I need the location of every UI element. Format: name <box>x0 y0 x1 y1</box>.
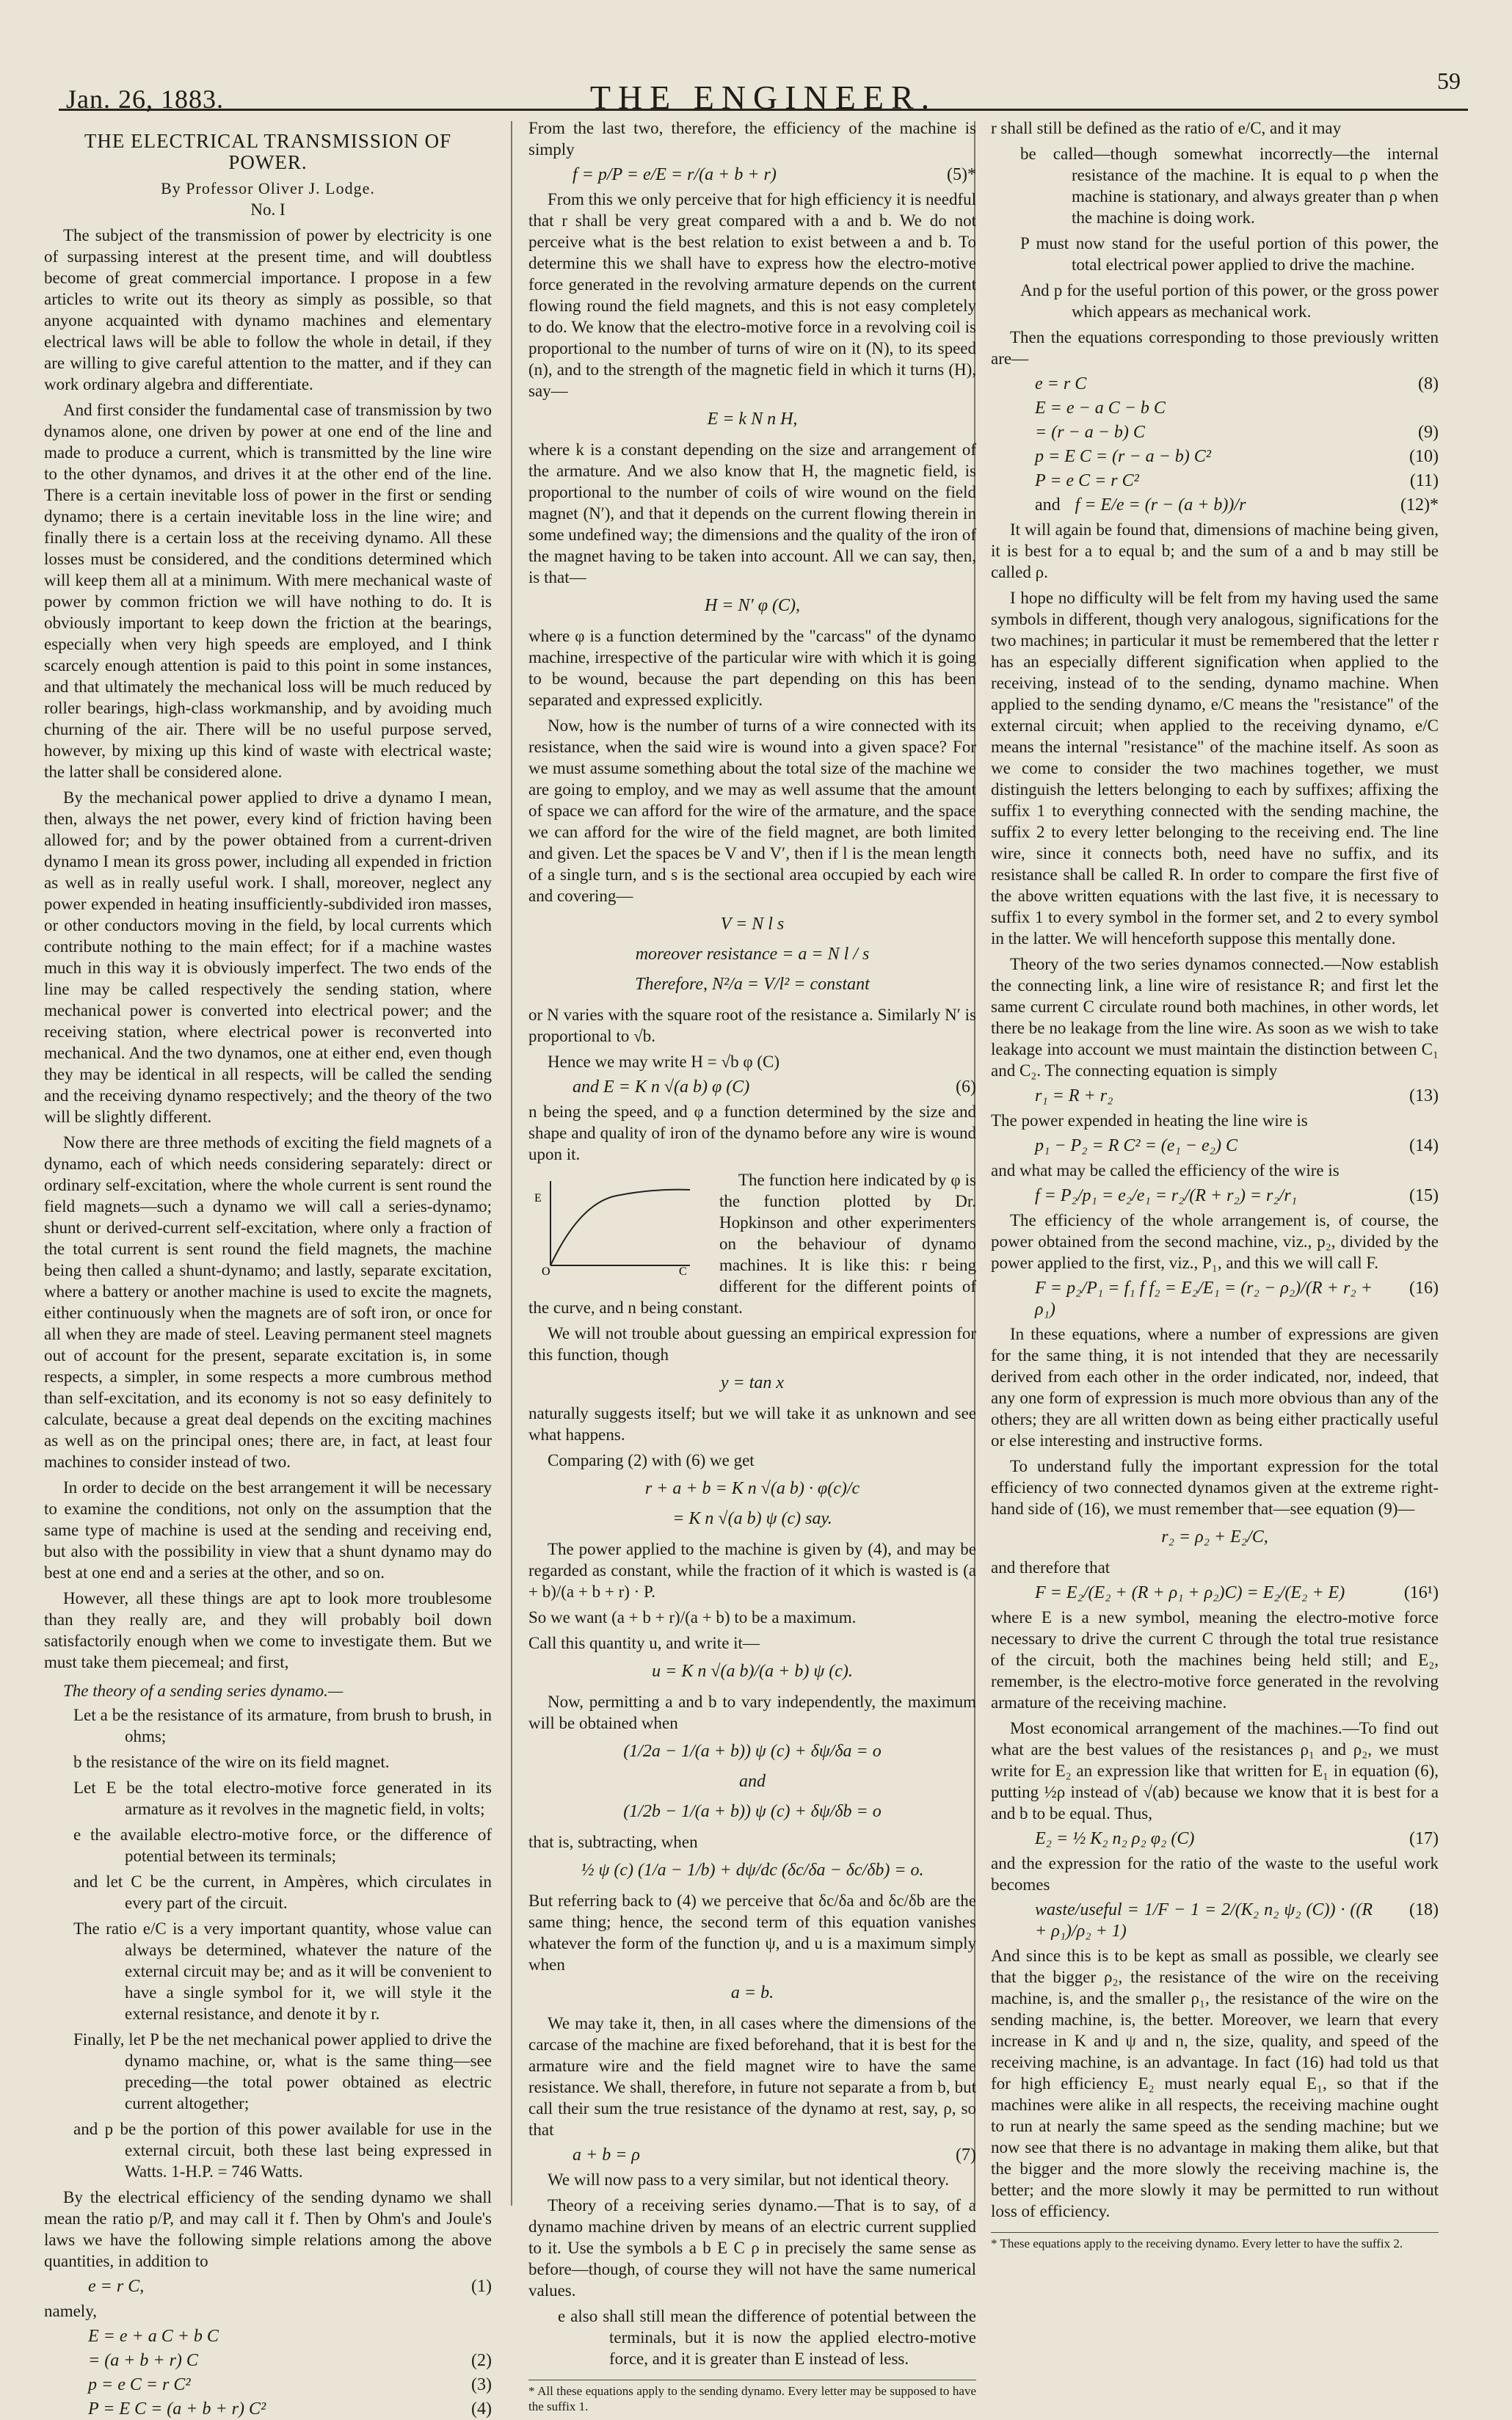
paragraph: The efficiency of the whole arrangement is, of course, the power obtained from the second machine, viz., p₂, divided by the power applied to the first, viz., P₁, and this we will call F. <box>991 1211 1439 1272</box>
paragraph: From the last two, therefore, the efficiency of the machine is simply <box>528 119 976 159</box>
paragraph: Most economical arrangement of the machines.—To find out what are the best values of the resistances ρ₁ and ρ₂, we must write for E₂ an expression like that written for E₁ in equation (6), putting ½ρ instead of √(ab) because we know that it is best for a and b to be equal. Thus, <box>991 1719 1439 1823</box>
fig-label-o: O <box>542 1265 550 1278</box>
paragraph: and therefore that <box>991 1558 1111 1577</box>
paragraph: Then the equations corresponding to those previously written are— <box>991 328 1439 368</box>
article-byline: By Professor Oliver J. Lodge. <box>161 179 375 197</box>
paragraph: The function here indicated by φ is the function plotted by Dr. Hopkinson and other experimenters on the behaviour of dynamo machines. It is like this: r being different for the different points of the curve, and n being constant. <box>528 1171 976 1317</box>
paragraph: where k is a constant depending on the size and arrangement of the armature. And we also know that H, the magnetic field, is proportional to the number of coils of wire wound on the field magnet (N′), and that it depends on the current flowing therein in some undefined way; the dimensions and the quality of the iron of the magnet having to be taken into account. All we can say, then, is that— <box>528 440 977 586</box>
equation: F = p₂/P₁ = f₁ f f₂ = E₂/E₁ = (r₂ − ρ₂)/(R + r₂ + ρ₁) (16) <box>1035 1279 1439 1319</box>
equation: a = b. <box>730 1983 774 2002</box>
definition: and p be the portion of this power available for use in the external circuit, both these last being expressed in Watts. 1-H.P. = 746 Watts. <box>73 2120 492 2181</box>
equation: and E = K n √(a b) φ (C) (6) <box>573 1078 976 1097</box>
paragraph: where E is a new symbol, meaning the electro-motive force necessary to drive the current C through the total true resistance of the circuit, both the machines being held still; and E₂, remember, is the electro-motive force generated in the revolving armature of the receiving machine. <box>991 1608 1439 1712</box>
definition: And p for the useful portion of this power, or the gross power which appears as mechanical work. <box>1020 281 1439 321</box>
article-title: THE ELECTRICAL TRANSMISSION OF POWER. <box>84 130 452 173</box>
paragraph: The power applied to the machine is given by (4), and may be regarded as constant, while the fraction of it which is wasted is (a + b)/(a + b + r) · P. <box>528 1540 976 1601</box>
equation: = (a + b + r) C (2) <box>88 2351 492 2370</box>
column-3 <box>991 117 1439 2250</box>
equation: f = p/P = e/E = r/(a + b + r) (5)* <box>573 165 976 184</box>
curve-diagram <box>528 1174 705 1276</box>
equation: F = E₂/(E₂ + (R + ρ₁ + ρ₂)C) = E₂/(E₂ + E) (16¹) <box>1035 1583 1439 1602</box>
paragraph: In order to decide on the best arrangement it will be necessary to examine the conditions, not only on the assumption that the same type of machine is used at the sending and receiving end, but also with the possibility in view that a shunt dynamo may do best at one end and a series at the other, and so on. <box>44 1478 492 1582</box>
paragraph: where φ is a function determined by the "carcass" of the dynamo machine, irrespective of the particular wire with which it is going to be wound, because the part depending on this has been separated and expressed explicitly. <box>528 627 976 709</box>
paragraph: In these equations, where a number of expressions are given for the same thing, it is not intended that they are necessarily derived from each other in the order indicated, nor, indeed, that any one form of expression is much more obvious than any of the others; they are all written down as being either practically useful or else interesting and instructive forms. <box>991 1325 1439 1450</box>
paragraph: However, all these things are apt to look more troublesome than they really are, and they will probably boil down satisfactorily enough when we come to investigate them. But we must take them piecemeal; and first, <box>44 1589 492 1671</box>
equation: (1/2a − 1/(a + b)) ψ (c) + δψ/δa = o <box>623 1742 882 1761</box>
definition: be called—though somewhat incorrectly—the internal resistance of the machine. It is equal to ρ when the machine is stationary, and always greater than ρ when the machine is doing work. <box>1020 145 1439 227</box>
definition: The ratio e/C is a very important quantity, whose value can always be determined, whatever the nature of the external circuit may be; and as it will be convenient to have a single symbol for it, we will style it the external resistance, and denote it by r. <box>73 1919 492 2023</box>
definition: Finally, let P be the net mechanical power applied to drive the dynamo machine, or, what is the same thing—see preceding—the total power obtained as electric current altogether; <box>73 2030 492 2112</box>
paragraph: We may take it, then, in all cases where the dimensions of the carcase of the machine are fixed beforehand, that it is best for the armature wire and the field magnet wire to have the same resistance. We shall, therefore, in future not separate a from b, but call their sum the true resistance of the dynamo at rest, say, ρ, so that <box>528 2014 976 2139</box>
paragraph: Now there are three methods of exciting the field magnets of a dynamo, each of which needs considering separately: direct or ordinary self-excitation, where the whole current is sent round the field magnets—such a dynamo we will call a series-dynamo; shunt or derived-current self-excitation, where only a fraction of the total current is sent round the field magnets, the machine being then called a shunt-dynamo; and lastly, separate excitation, where a battery or another machine is used to excite the magnets, either continuously when the magnets are of soft iron, or once for all when they are made of steel. Leaving permanent steel magnets out of account for the present, separate excitation is, in some respects, a simpler, in some respects a more cumbrous method than self-excitation, and its economy is not so easy definitely to calculate, because a great deal depends on the exciting machines as well as on the principal ones; there are, in fact, at least four machines to consider instead of two. <box>44 1133 492 1471</box>
page-number: 59 <box>1437 68 1461 94</box>
equation: u = K n √(a b)/(a + b) ψ (c). <box>652 1662 853 1681</box>
equation: f = P₂/p₁ = e₂/e₁ = r₂/(R + r₂) = r₂/r₁ (15) <box>1035 1186 1439 1205</box>
equation: p₁ − P₂ = R C² = (e₁ − e₂) C (14) <box>1035 1136 1439 1155</box>
paragraph: It will again be found that, dimensions of machine being given, it is best for a to equal b; and the sum of a and b may still be called ρ. <box>991 520 1439 581</box>
page-header <box>59 65 1468 116</box>
equation: (1/2b − 1/(a + b)) ψ (c) + δψ/δb = o <box>623 1802 882 1821</box>
paragraph: and the expression for the ratio of the waste to the useful work becomes <box>991 1854 1439 1894</box>
paragraph: I hope no difficulty will be felt from my having used the same symbols in different, though very analogous, significations for the two machines; in particular it must be remembered that the letter r has an especially different signification when applied to the receiving, instead of to the sending, dynamo machine. When applied to the sending dynamo, e/C means the "resistance" of the external circuit; when applied to the receiving dynamo, e/C means the internal "resistance" of the machine itself. As soon as we come to consider the two machines together, we must distinguish the letters belonging to each by suffixes; affixing the suffix 1 to everything connected with the sending machine, the suffix 2 to every letter belonging to the receiving end. The line wire, since it connects both, need have no suffix, and its resistance shall be called R. In order to compare the first five of the above written equations with the last five, it is necessary to suffix 1 to every symbol in the former set, and 2 to every symbol in the latter. We will henceforth suppose this mentally done. <box>991 589 1439 948</box>
issue-date: Jan. 26, 1883. <box>66 84 224 114</box>
equation: y = tan x <box>720 1373 785 1392</box>
paragraph: Now, how is the number of turns of a wire connected with its resistance, when the said wire is wound into a given space? For we must assume something about the total size of the machine we are going to employ, and we may as well assume that the amount of space we can afford for the wire of the armature, and the space we can afford for the wire of the field magnet, are both limited and given. Let the spaces be V and V′, then if l is the mean length of a single turn, and s is the sectional area occupied by each wire and covering— <box>528 716 976 905</box>
equation: Therefore, N²/a = V/l² = constant <box>635 975 870 994</box>
column-1 <box>44 117 492 2419</box>
paragraph: Theory of the two series dynamos connected.—Now establish the connecting link, a line wire of resistance R; and first let the same current C circulate round both machines, in other words, let there be no leakage from the line wire. As soon as we wish to take leakage into account we must maintain the distinction between C₁ and C₂. The connecting equation is simply <box>991 955 1439 1080</box>
paragraph: Call this quantity u, and write it— <box>528 1634 760 1652</box>
equation: E = e − a C − b C <box>1035 399 1166 418</box>
equation: H = N′ φ (C), <box>704 596 801 615</box>
equation: r + a + b = K n √(a b) · φ(c)/c <box>644 1479 860 1498</box>
paragraph: r shall still be defined as the ratio of e/C, and it may <box>991 119 1342 137</box>
phi-curve <box>550 1190 690 1265</box>
paragraph: The power expended in heating the line wire is <box>991 1111 1308 1130</box>
paragraph: Comparing (2) with (6) we get <box>548 1451 755 1469</box>
fig-label-e: E <box>534 1192 542 1204</box>
masthead: THE ENGINEER. <box>589 79 937 116</box>
equation: V = N l s <box>720 915 785 934</box>
equation: e = r C, (1) <box>88 2277 492 2296</box>
paragraph: Now, permitting a and b to vary independently, the maximum will be obtained when <box>528 1693 976 1732</box>
definition: and let C be the current, in Ampères, which circulates in every part of the circuit. <box>73 1872 492 1912</box>
definition: Let E be the total electro-motive force generated in its armature as it revolves in the magnetic field, in volts; <box>73 1778 492 1818</box>
paragraph: We will now pass to a very similar, but not identical theory. <box>548 2170 949 2189</box>
paragraph: Theory of a receiving series dynamo.—That is to say, of a dynamo machine driven by means of an electric current supplied to it. Use the symbols a b E C ρ in precisely the same sense as before—though, of course they will not have the same numerical values. <box>528 2196 976 2300</box>
section-heading: The theory of a sending series dynamo.— <box>63 1682 344 1700</box>
paragraph: So we want (a + b + r)/(a + b) to be a maximum. <box>528 1608 857 1627</box>
footnote: * All these equations apply to the sending dynamo. Every letter may be supposed to have the suffix 1. <box>528 2380 976 2414</box>
paragraph: The subject of the transmission of power by electricity is one of surpassing interest at the present time, and will doubtless become of great commercial importance. I propose in a few articles to write out its theory as simply as possible, so that anyone acquainted with dynamo machines and elementary electrical laws will be able to follow the whole in detail, if they are willing to give careful attention to the matter, and if they can work ordinary algebra and differentiate. <box>44 226 492 393</box>
paragraph: namely, <box>44 2302 97 2320</box>
paragraph: that is, subtracting, when <box>528 1833 698 1851</box>
equation: E₂ = ½ K₂ n₂ ρ₂ φ₂ (C) (17) <box>1035 1829 1439 1848</box>
paragraph: or N varies with the square root of the resistance a. Similarly N′ is proportional to √b. <box>528 1006 976 1045</box>
characteristic-curve-figure <box>528 1174 705 1276</box>
paragraph: By the mechanical power applied to drive a dynamo I mean, then, always the net power, every kind of friction having been allowed for; and by the power obtained from a current-driven dynamo I mean its gross power, including all expended in friction as well as in really useful work. I shall, moreover, neglect any power expended in heating insufficiently-subdivided iron masses, or other conductors moving in the field, by local currents which contribute nothing to the main effect; for if a machine wastes much in this way it is obviously imperfect. The two ends of the line may be called respectively the sending station, where mechanical power is converted into electrical power; and the receiving station, where electrical power is reconverted into mechanical. And the two dynamos, one at either end, even though they may be identical in all respects, will be called the sending and the receiving dynamo respectively; and the theory of the two will be slightly different. <box>44 788 492 1126</box>
equation: a + b = ρ (7) <box>573 2145 976 2165</box>
equation: moreover resistance = a = N l / s <box>635 945 870 964</box>
equation: ½ ψ (c) (1/a − 1/b) + dψ/dc (δc/δa − δc/δb) = o. <box>581 1861 924 1880</box>
footnote: * These equations apply to the receiving dynamo. Every letter to have the suffix 2. <box>991 2232 1439 2251</box>
equation: P = E C = (a + b + r) C² (4) <box>88 2399 492 2419</box>
equation: r₂ = ρ₂ + E₂/C, <box>1161 1527 1268 1547</box>
paragraph: To understand fully the important expression for the total efficiency of two connected dynamos given at the extreme right-hand side of (16), we must remember that—see equation (9)— <box>991 1457 1439 1518</box>
equation: E = e + a C + b C <box>88 2327 219 2346</box>
equation: p = e C = r C² (3) <box>88 2375 492 2394</box>
definition: b the resistance of the wire on its field magnet. <box>73 1753 390 1771</box>
paragraph: and what may be called the efficiency of the wire is <box>991 1161 1340 1180</box>
paragraph: By the electrical efficiency of the sending dynamo we shall mean the ratio p/P, and may call it f. Then by Ohm's and Joule's laws we have the following simple relations among the above quantities, in addition to <box>44 2188 492 2270</box>
definition: e the available electro-motive force, or the difference of potential between its terminals; <box>73 1825 492 1865</box>
equation: and f = E/e = (r − (a + b))/r (12)* <box>1035 495 1439 515</box>
equation-connector: and <box>739 1772 766 1791</box>
equation: p = E C = (r − a − b) C² (10) <box>1035 447 1439 466</box>
definition: e also shall still mean the difference of potential between the terminals, but it is now the applied electro-motive force, and it is greater than E instead of less. <box>558 2307 976 2368</box>
paragraph: We will not trouble about guessing an empirical expression for this function, though <box>528 1324 976 1364</box>
paragraph: n being the speed, and φ a function determined by the size and shape and quality of iron of the dynamo before any wire is wound upon it. <box>528 1102 976 1163</box>
equation: = K n √(a b) ψ (c) say. <box>672 1509 832 1528</box>
paragraph: Hence we may write H = √b φ (C) <box>548 1053 780 1071</box>
definition: P must now stand for the useful portion of this power, the total electrical power applied to drive the machine. <box>1020 234 1439 274</box>
definition: Let a be the resistance of its armature, from brush to brush, in ohms; <box>73 1706 492 1745</box>
equation: P = e C = r C² (11) <box>1035 471 1439 490</box>
column-rule <box>511 121 512 2206</box>
article-number: No. I <box>250 200 286 219</box>
fig-label-c: C <box>679 1265 687 1278</box>
equation: r₁ = R + r₂ (13) <box>1035 1086 1439 1105</box>
equation: = (r − a − b) C (9) <box>1035 423 1439 442</box>
paragraph: And since this is to be kept as small as possible, we clearly see that the bigger ρ₂, the resistance of the wire on the receiving machine, is, and the smaller ρ₁, the resistance of the wire on the sending machine, is, the better. Moreover, we learn that every increase in K and ψ and n, the size, quality, and speed of the receiving machine, is an advantage. In fact (16) had told us that for high efficiency E₂ must nearly equal E₁, so that if the machines were alike in all respects, the receiving machine ought to run at nearly the same speed as the sending machine; but we now see that there is no advantage in making them alike, but that the bigger and the more slowly the receiving machine is, the better; and the more slowly it may be permitted to run without loss of efficiency. <box>991 1947 1439 2220</box>
equation: e = r C (8) <box>1035 374 1439 393</box>
paragraph: And first consider the fundamental case of transmission by two dynamos alone, one driven by power at one end of the line and made to produce a current, which is transmitted by the line wire to the other dynamos, and drives it at the other end of the line. There is a certain inevitable loss of power in the first or sending dynamo; there is a certain inevitable loss in the line wire; and finally there is a certain loss at the receiving dynamo. All these losses must be considered, and the conditions determined which will keep them all at a minimum. With mere mechanical waste of power by common friction we will have nothing to do. It is obviously important to keep down the friction at the bearings, especially when very high speeds are employed, and I think scarcely enough attention is paid to this point in some instances, and that ultimately the mechanical loss will be much reduced by roller bearings, high-class workmanship, and by avoiding much churning of the air. There will be no useful purpose served, however, by mixing up this kind of waste with electrical waste; the latter shall be considered alone. <box>44 401 492 781</box>
column-2 <box>528 117 977 2413</box>
equation: E = k N n H, <box>707 410 798 429</box>
paragraph: From this we only perceive that for high efficiency it is needful that r shall be very great compared with a and b. We do not perceive what is the best relation to exist between a and b. To determine this we shall have to express how the electro-motive force generated in the revolving armature depends on the current flowing round the field magnets, and this is not easy completely to do. We know that the electro-motive force in a revolving coil is proportional to the number of turns of wire on it (N), to its speed (n), and to the strength of the magnetic field in which it turns (H), say— <box>528 190 976 400</box>
equation: waste/useful = 1/F − 1 = 2/(K₂ n₂ ψ₂ (C)) · ((R + ρ₁)/ρ₂ + 1) (18) <box>1035 1900 1439 1941</box>
paragraph: naturally suggests itself; but we will take it as unknown and see what happens. <box>528 1404 976 1444</box>
paragraph: But referring back to (4) we perceive that δc/δa and δc/δb are the same thing; hence, the second term of this equation vanishes whatever the form of the function ψ, and u is a maximum simply when <box>528 1892 976 1974</box>
